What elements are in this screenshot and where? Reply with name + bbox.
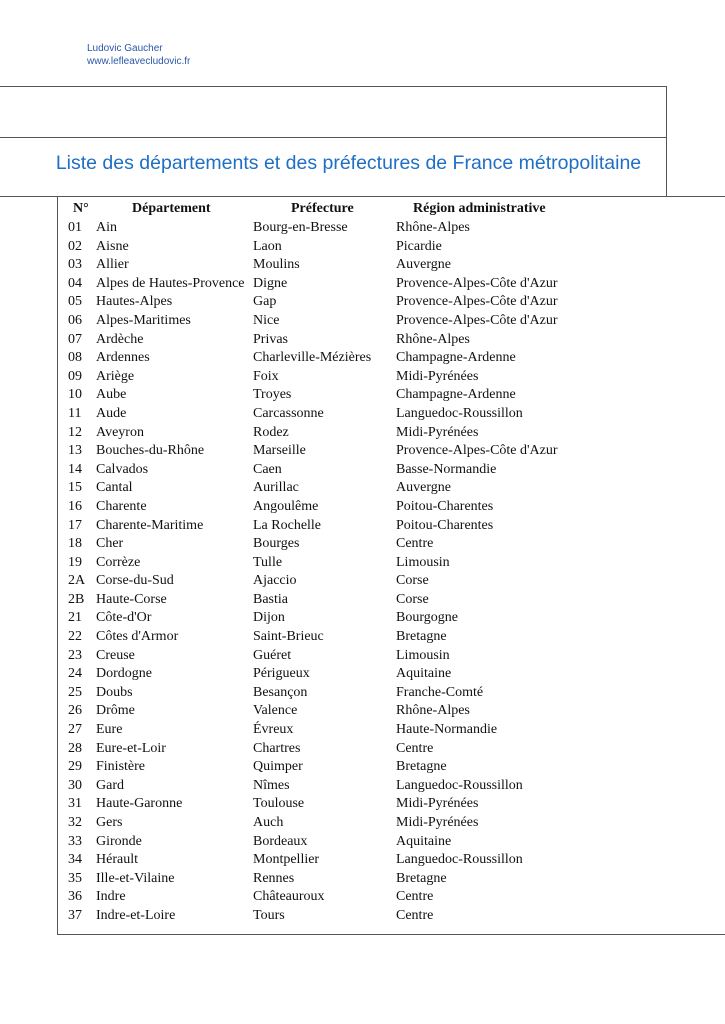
- table-row: [0, 405, 725, 424]
- row-num: 25: [68, 684, 82, 700]
- frame-right-line: [666, 86, 667, 197]
- table-row: [0, 386, 725, 405]
- row-departement: Charente: [96, 498, 147, 514]
- row-departement: Aveyron: [96, 424, 144, 440]
- row-region: Midi-Pyrénées: [396, 424, 479, 440]
- row-departement: Corrèze: [96, 554, 141, 570]
- row-prefecture: Moulins: [253, 257, 300, 273]
- row-region: Provence-Alpes-Côte d'Azur: [396, 312, 558, 328]
- row-region: Poitou-Charentes: [396, 517, 494, 533]
- header-departement: Département: [132, 201, 211, 216]
- header-num: N°: [73, 201, 89, 216]
- table-row: [0, 814, 725, 833]
- row-departement: Ardennes: [96, 350, 150, 366]
- row-prefecture: Bastia: [253, 591, 288, 607]
- table-row: [0, 888, 725, 907]
- row-num: 2A: [68, 573, 86, 589]
- row-prefecture: Charleville-Mézières: [253, 350, 372, 366]
- table-row: [0, 851, 725, 870]
- row-region: Provence-Alpes-Côte d'Azur: [396, 443, 558, 459]
- row-prefecture: Marseille: [253, 443, 306, 459]
- row-num: 14: [68, 461, 82, 477]
- table-row: [0, 758, 725, 777]
- table-bottom-line: [57, 934, 725, 935]
- row-departement: Hautes-Alpes: [96, 294, 173, 310]
- row-num: 2B: [68, 591, 85, 607]
- row-departement: Drôme: [96, 703, 135, 719]
- row-prefecture: Besançon: [253, 684, 308, 700]
- row-prefecture: Saint-Brieuc: [253, 629, 324, 645]
- row-region: Basse-Normandie: [396, 461, 497, 477]
- row-num: 30: [68, 777, 82, 793]
- row-region: Rhône-Alpes: [396, 703, 470, 719]
- row-departement: Charente-Maritime: [96, 517, 204, 533]
- row-region: Limousin: [396, 554, 450, 570]
- page-title: Liste des départements et des préfectures de France métropolitaine: [55, 152, 642, 174]
- row-prefecture: Troyes: [253, 387, 292, 403]
- table-row: [0, 293, 725, 312]
- table-row: [0, 647, 725, 666]
- row-region: Picardie: [396, 238, 442, 254]
- row-num: 31: [68, 796, 82, 812]
- row-region: Auvergne: [396, 257, 451, 273]
- row-departement: Hérault: [96, 852, 138, 868]
- row-region: Centre: [396, 889, 434, 905]
- row-num: 33: [68, 833, 82, 849]
- table-row: [0, 517, 725, 536]
- author-website-link[interactable]: www.lefleavecludovic.fr: [87, 56, 191, 67]
- row-departement: Aisne: [96, 238, 129, 254]
- row-prefecture: Guéret: [253, 647, 292, 663]
- author-block: [87, 42, 190, 68]
- row-departement: Indre: [96, 889, 126, 905]
- row-num: 18: [68, 536, 82, 552]
- row-num: 07: [68, 331, 82, 347]
- table-row: [0, 702, 725, 721]
- row-departement: Doubs: [96, 684, 133, 700]
- table-row: [0, 424, 725, 443]
- row-num: 24: [68, 666, 82, 682]
- row-region: Provence-Alpes-Côte d'Azur: [396, 294, 558, 310]
- row-prefecture: Laon: [253, 238, 282, 254]
- row-prefecture: Tulle: [253, 554, 283, 570]
- row-region: Bretagne: [396, 759, 447, 775]
- row-prefecture: Auch: [253, 815, 284, 830]
- row-prefecture: Rennes: [253, 870, 295, 886]
- row-departement: Ariège: [96, 368, 135, 384]
- table-row: [0, 498, 725, 517]
- row-departement: Côte-d'Or: [96, 610, 152, 626]
- row-prefecture: Ajaccio: [253, 573, 297, 589]
- row-num: 13: [68, 443, 82, 459]
- author-name: Ludovic Gaucher: [87, 43, 163, 54]
- row-region: Auvergne: [396, 480, 451, 496]
- row-departement: Calvados: [96, 461, 149, 477]
- row-prefecture: Gap: [253, 294, 277, 310]
- row-departement: Allier: [96, 257, 129, 273]
- row-region: Limousin: [396, 647, 450, 663]
- table-row: [0, 795, 725, 814]
- row-num: 21: [68, 610, 82, 626]
- row-region: Centre: [396, 907, 434, 923]
- row-prefecture: Rodez: [253, 424, 289, 440]
- row-region: Midi-Pyrénées: [396, 368, 479, 384]
- row-prefecture: Bordeaux: [253, 833, 308, 849]
- row-num: 34: [68, 852, 82, 868]
- row-num: 23: [68, 647, 82, 663]
- table-row: [0, 628, 725, 647]
- row-prefecture: Châteauroux: [253, 889, 325, 905]
- row-prefecture: Dijon: [253, 610, 285, 626]
- table-row: [0, 609, 725, 628]
- table-row: [0, 312, 725, 331]
- row-num: 04: [68, 275, 82, 291]
- table-row: [0, 591, 725, 610]
- row-departement: Eure: [96, 722, 123, 738]
- table-row: [0, 740, 725, 759]
- row-num: 27: [68, 722, 82, 738]
- row-num: 02: [68, 238, 82, 254]
- row-prefecture: Angoulême: [253, 498, 319, 514]
- header-prefecture: Préfecture: [291, 201, 354, 216]
- row-prefecture: Bourg-en-Bresse: [253, 220, 348, 235]
- row-region: Bretagne: [396, 870, 447, 886]
- table-row: [0, 349, 725, 368]
- row-region: Languedoc-Roussillon: [396, 777, 523, 793]
- row-departement: Dordogne: [96, 666, 152, 682]
- row-departement: Alpes de Hautes-Provence: [96, 275, 245, 291]
- row-region: Centre: [396, 740, 434, 756]
- row-prefecture: Nîmes: [253, 777, 290, 793]
- row-region: Rhône-Alpes: [396, 331, 470, 347]
- row-prefecture: Évreux: [253, 722, 294, 738]
- row-region: Champagne-Ardenne: [396, 387, 516, 403]
- table-row: [0, 442, 725, 461]
- row-num: 19: [68, 554, 82, 570]
- table-row: [0, 275, 725, 294]
- row-prefecture: Carcassonne: [253, 405, 324, 421]
- row-departement: Ille-et-Vilaine: [96, 870, 175, 886]
- table-row: [0, 256, 725, 275]
- row-departement: Corse-du-Sud: [96, 573, 174, 589]
- row-region: Aquitaine: [396, 833, 452, 849]
- row-departement: Creuse: [96, 647, 135, 663]
- row-region: Languedoc-Roussillon: [396, 405, 523, 421]
- row-departement: Aube: [96, 387, 127, 403]
- row-num: 17: [68, 517, 82, 533]
- row-prefecture: Valence: [253, 703, 298, 719]
- row-prefecture: Digne: [253, 275, 288, 291]
- row-prefecture: Montpellier: [253, 852, 320, 868]
- row-departement: Gers: [96, 815, 123, 830]
- row-region: Haute-Normandie: [396, 722, 498, 738]
- row-prefecture: Toulouse: [253, 796, 305, 812]
- row-num: 09: [68, 368, 82, 384]
- row-prefecture: Nice: [253, 312, 280, 328]
- row-region: Champagne-Ardenne: [396, 350, 516, 366]
- row-region: Provence-Alpes-Côte d'Azur: [396, 275, 558, 291]
- row-region: Corse: [396, 573, 429, 589]
- table-row: [0, 777, 725, 796]
- row-region: Corse: [396, 591, 429, 607]
- table-row: [0, 368, 725, 387]
- row-departement: Haute-Garonne: [96, 796, 183, 812]
- table-row: [0, 554, 725, 573]
- table-row: [0, 870, 725, 889]
- row-num: 35: [68, 870, 82, 886]
- row-num: 10: [68, 387, 82, 403]
- table-row: [0, 665, 725, 684]
- row-prefecture: Aurillac: [253, 480, 299, 496]
- row-region: Franche-Comté: [396, 684, 484, 700]
- row-num: 12: [68, 424, 82, 440]
- row-prefecture: Foix: [253, 368, 279, 384]
- table-body: [0, 219, 725, 926]
- row-departement: Gard: [96, 777, 124, 793]
- table-row: [0, 907, 725, 926]
- row-departement: Cher: [96, 536, 124, 552]
- row-region: Poitou-Charentes: [396, 498, 494, 514]
- header-region: Région administrative: [413, 201, 546, 216]
- row-prefecture: Caen: [253, 461, 282, 477]
- row-departement: Alpes-Maritimes: [96, 312, 191, 328]
- row-num: 26: [68, 703, 82, 719]
- row-num: 28: [68, 740, 82, 756]
- row-num: 36: [68, 889, 82, 905]
- row-num: 29: [68, 759, 82, 775]
- row-departement: Ardèche: [96, 331, 144, 347]
- row-num: 22: [68, 629, 82, 645]
- row-num: 37: [68, 907, 82, 923]
- table-row: [0, 833, 725, 852]
- title-bottom-line: [0, 196, 725, 197]
- row-region: Midi-Pyrénées: [396, 815, 479, 830]
- table-row: [0, 461, 725, 480]
- row-region: Rhône-Alpes: [396, 220, 470, 235]
- row-departement: Côtes d'Armor: [96, 629, 179, 645]
- row-prefecture: Périgueux: [253, 666, 310, 682]
- row-departement: Haute-Corse: [96, 591, 167, 607]
- frame-top-line: [0, 86, 667, 87]
- row-region: Bourgogne: [396, 610, 458, 626]
- table-row: [0, 238, 725, 257]
- table-row: [0, 572, 725, 591]
- row-prefecture: Tours: [253, 907, 285, 923]
- row-num: 11: [68, 405, 82, 421]
- row-departement: Gironde: [96, 833, 142, 849]
- row-departement: Ain: [96, 220, 117, 235]
- table-row: [0, 219, 725, 238]
- row-num: 15: [68, 480, 82, 496]
- row-region: Bretagne: [396, 629, 447, 645]
- row-prefecture: Chartres: [253, 740, 301, 756]
- row-departement: Eure-et-Loir: [96, 740, 166, 756]
- table-row: [0, 331, 725, 350]
- row-prefecture: Privas: [253, 331, 288, 347]
- table-row: [0, 684, 725, 703]
- row-region: Midi-Pyrénées: [396, 796, 479, 812]
- row-num: 16: [68, 498, 82, 514]
- row-num: 05: [68, 294, 82, 310]
- row-region: Aquitaine: [396, 666, 452, 682]
- row-region: Languedoc-Roussillon: [396, 852, 523, 868]
- row-num: 01: [68, 220, 82, 235]
- row-num: 06: [68, 312, 82, 328]
- row-num: 03: [68, 257, 82, 273]
- row-num: 08: [68, 350, 82, 366]
- row-departement: Bouches-du-Rhône: [96, 443, 205, 459]
- row-prefecture: Quimper: [253, 759, 303, 775]
- row-num: 32: [68, 815, 82, 830]
- frame-middle-line: [0, 137, 667, 138]
- table-row: [0, 535, 725, 554]
- row-departement: Finistère: [96, 759, 145, 775]
- table-row: [0, 479, 725, 498]
- row-departement: Indre-et-Loire: [96, 907, 176, 923]
- row-prefecture: Bourges: [253, 536, 300, 552]
- row-region: Centre: [396, 536, 434, 552]
- row-departement: Aude: [96, 405, 127, 421]
- row-prefecture: La Rochelle: [253, 517, 322, 533]
- row-departement: Cantal: [96, 480, 133, 496]
- table-row: [0, 721, 725, 740]
